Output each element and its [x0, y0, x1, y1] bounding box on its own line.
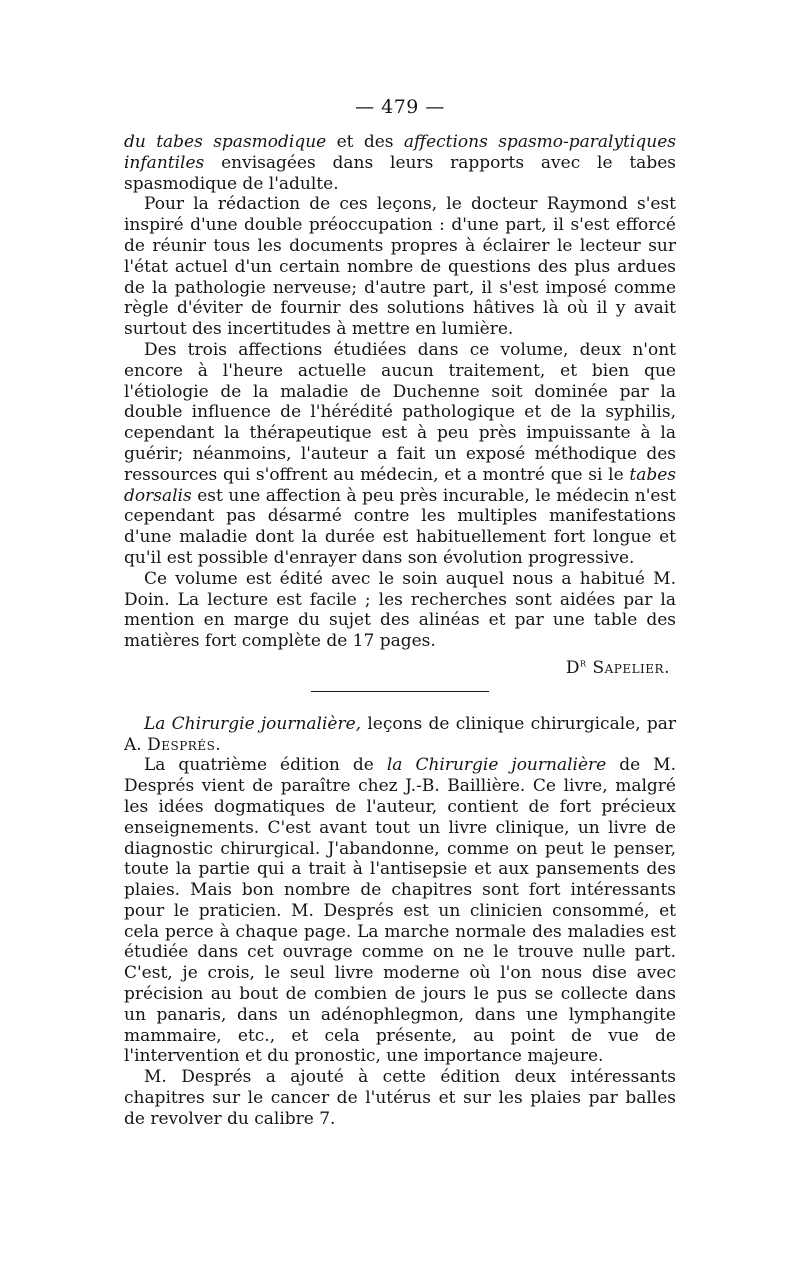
- text: est une affection à peu près incurable, le médecin n'est cependant pas désarmé contre les multiples manifestations d'une maladie dont la durée est habituellement fort longue et qu'il est possible d'enrayer dans son évolution progressive.: [124, 485, 676, 568]
- author-name: Després.: [147, 734, 222, 755]
- book-title: La Chirurgie journalière,: [144, 713, 362, 734]
- signature-sapelier: [124, 658, 670, 679]
- paragraph-volume-edite: Ce volume est édité avec le soin auquel nous a habitué M. Doin. La lecture est facile ; les recherches sont aidées par la mention en marge du sujet des alinéas et par une table des matières fort complète de 17 pages.: [124, 568, 676, 652]
- book-page: [124, 96, 676, 1130]
- section-divider: [311, 691, 489, 692]
- paragraph-chapitres-ajoutes: M. Després a ajouté à cette édition deux intéressants chapitres sur le cancer de l'utérus et sur les plaies par balles de revolver du calibre 7.: [124, 1067, 676, 1129]
- italic-text: tabes dorsalis: [124, 464, 676, 506]
- text: La quatrième édition de: [144, 755, 387, 776]
- page-number: — 479 —: [355, 96, 445, 118]
- italic-text: la Chirurgie journalière: [386, 755, 607, 776]
- paragraph-redaction: Pour la rédaction de ces leçons, le docteur Raymond s'est inspiré d'une double préoccupation : d'une part, il s'est efforcé de réunir tous les documents propres à éclairer le lecteur sur l'état actuel d'un certain nombre de questions des plus ardues de la pathologie nerveuse; d'autre part, il s'est imposé comme règle d'éviter de fournir des solutions hâtives là où il y avait surtout des incertitudes à mettre en lumière.: [124, 194, 676, 340]
- text: de M. Després vient de paraître chez J.-B. Baillière. Ce livre, malgré les idées dogmatiques de l'auteur, contient de fort précieux enseignements. C'est avant tout un livre clinique, un livre de diagnostic chirurgical. J'abandonne, comme on peut le penser, toute la partie qui a trait à l'antisepsie et aux pansements des plaies. Mais bon nombre de chapitres sont fort intéressants pour le praticien. M. Després est un clinicien consommé, et cela perce à chaque page. La marche normale des maladies est étudiée dans cet ouvrage comme on ne le trouve nulle part. C'est, je crois, le seul livre moderne où l'on nous dise avec précision au bout de combien de jours le pus se collecte dans un panaris, dans un adénophlegmon, dans une lymphangite mammaire, etc., et cela présente, au point de vue de l'intervention et du pronostic, une importance majeure.: [124, 755, 676, 1067]
- review-chirurgie-journaliere: [124, 714, 676, 1130]
- text: leçons de clinique chirurgicale, par A.: [124, 713, 676, 755]
- text: Des trois affections étudiées dans ce volume, deux n'ont encore à l'heure actuelle aucun traitement, et bien que l'étiologie de la maladie de Duchenne soit dominée par la double influence de l'hérédité pathologique et de la syphilis, cependant la thérapeutique est à peu près impuissante à la guérir; néanmoins, l'auteur a fait un exposé méthodique des ressources qui s'offrent au médecin, et a montré que si le: [124, 339, 676, 485]
- paragraph-quatrieme-edition: [124, 755, 676, 1067]
- review-raymond-continued: [124, 132, 676, 679]
- text: envisagées dans leurs rapports avec le tabes spasmodique de l'adulte.: [124, 152, 676, 194]
- italic-text: affections spasmo-paralytiques infantiles: [124, 132, 676, 173]
- italic-text: du tabes spasmodique: [124, 132, 327, 152]
- signature-title: D: [565, 657, 580, 678]
- paragraph-tabes-spasmodique: [124, 132, 676, 194]
- text: et des: [326, 132, 404, 152]
- paragraph-trois-affections: [124, 340, 676, 569]
- signature-name: Sapelier.: [592, 657, 670, 678]
- signature-title-sup: r: [580, 656, 587, 670]
- review-heading: [124, 714, 676, 756]
